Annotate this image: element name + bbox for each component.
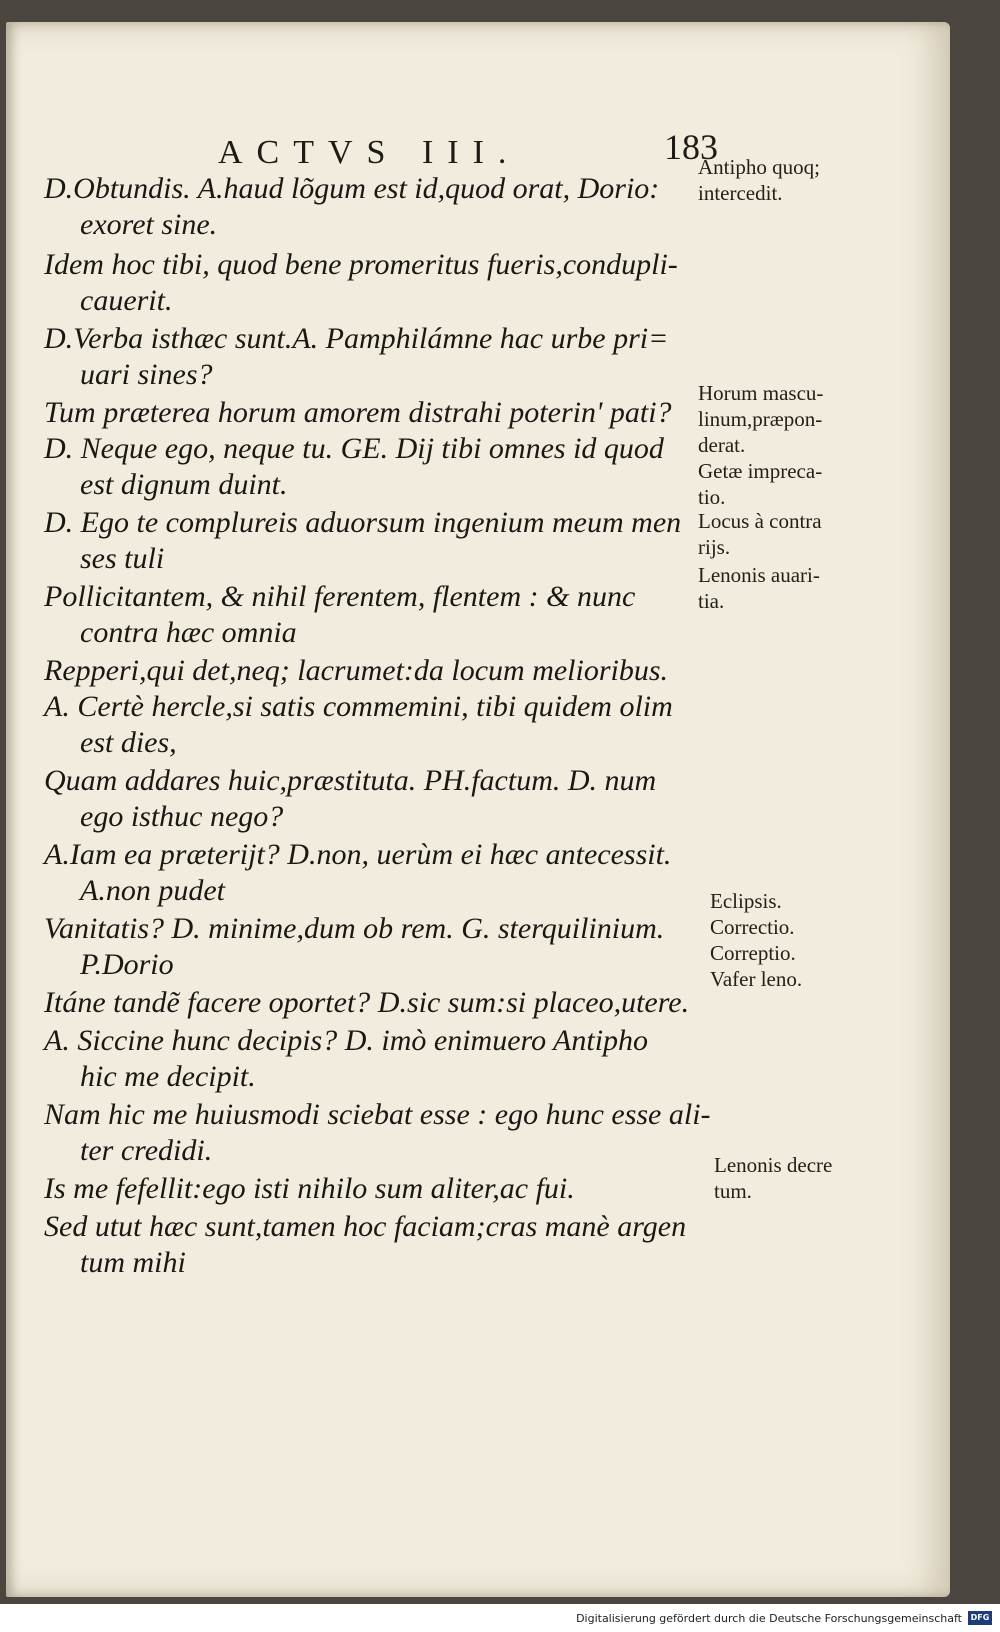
verse-line: exoret sine.	[80, 208, 218, 241]
dfg-logo-icon: DFG	[968, 1611, 992, 1625]
verse-line: est dies,	[80, 726, 177, 759]
marginal-note: Eclipsis. Correctio. Correptio. Vafer leno.	[710, 889, 803, 991]
footer-text: Digitalisierung gefördert durch die Deutsche Forschungsgemeinschaft	[576, 1611, 962, 1625]
verse-line: tum mihi	[80, 1246, 186, 1279]
verse-line: A.Iam ea præterijt? D.non, uerùm ei hæc antecessit.	[44, 838, 672, 871]
verse-line: Idem hoc tibi, quod bene promeritus fueris,condupli-	[44, 248, 678, 281]
verse-line: ego isthuc nego?	[80, 800, 284, 833]
verse-line: cauerit.	[80, 284, 173, 317]
verse-line: A. Certè hercle,si satis commemini, tibi quidem olim	[44, 690, 673, 723]
verse-line: Quam addares huic,præstituta. PH.factum. D. num	[44, 764, 657, 797]
verse-line: A.non pudet	[80, 874, 225, 907]
page-number: 183	[664, 127, 718, 167]
verse-line: D.Obtundis. A.haud lõgum est id,quod orat, Dorio:	[44, 172, 660, 205]
marginal-note: Getæ impreca- tio.	[698, 459, 823, 509]
verse-line: Is me fefellit:ego isti nihilo sum aliter,ac fui.	[44, 1172, 575, 1205]
verse-line: contra hæc omnia	[80, 616, 297, 649]
verse-line: D. Neque ego, neque tu. GE. Dij tibi omnes id quod	[44, 432, 664, 465]
verse-line: uari sines?	[80, 358, 213, 391]
verse-line: D. Ego te complureis aduorsum ingenium meum men	[44, 506, 682, 539]
digitization-footer	[576, 1608, 992, 1628]
verse-line: P.Dorio	[80, 948, 174, 981]
marginal-note: Horum mascu- linum,præpon- derat.	[698, 381, 824, 457]
verse-line: Vanitatis? D. minime,dum ob rem. G. sterquilinium.	[44, 912, 665, 945]
marginal-note: Locus à contra rijs.	[698, 509, 822, 559]
marginal-note: Lenonis decre tum.	[714, 1153, 833, 1203]
verse-line: A. Siccine hunc decipis? D. imò enimuero Antipho	[44, 1024, 649, 1057]
verse-line: hic me decipit.	[80, 1060, 256, 1093]
book-page	[6, 22, 950, 1597]
running-head: ACTVS III.	[218, 134, 521, 171]
verse-line: Pollicitantem, & nihil ferentem, flentem : & nunc	[44, 580, 636, 613]
verse-line: Nam hic me huiusmodi sciebat esse : ego hunc esse ali-	[44, 1098, 711, 1131]
marginal-note: Antipho quoq; intercedit.	[698, 155, 820, 205]
verse-line: ter credidi.	[80, 1134, 213, 1167]
verse-line: Tum præterea horum amorem distrahi poterin' pati?	[44, 396, 672, 429]
verse-line: Repperi,qui det,neq; lacrumet:da locum melioribus.	[44, 654, 669, 687]
verse-line: Itáne tandẽ facere oportet? D.sic sum:si placeo,utere.	[44, 986, 690, 1019]
verse-line: D.Verba isthæc sunt.A. Pamphilámne hac urbe pri=	[44, 322, 669, 355]
marginal-note: Lenonis auari- tia.	[698, 563, 820, 613]
verse-line: est dignum duint.	[80, 468, 288, 501]
verse-line: Sed utut hæc sunt,tamen hoc faciam;cras manè argen	[44, 1210, 687, 1243]
verse-line: ses tuli	[80, 542, 165, 575]
